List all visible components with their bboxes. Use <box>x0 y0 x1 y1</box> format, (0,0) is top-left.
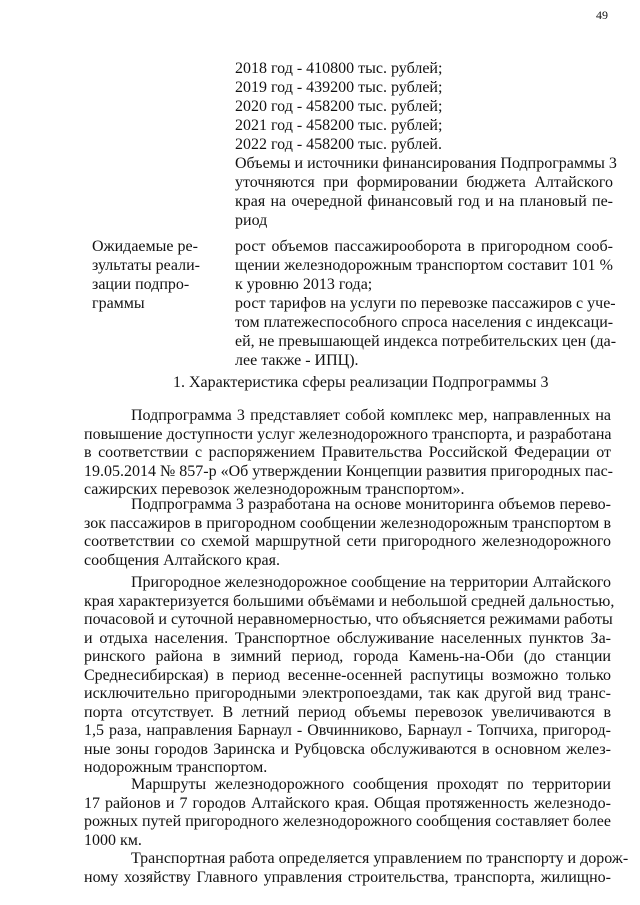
funding-note-line: края на очередной финансовый год и на плановый пе- <box>235 193 613 210</box>
funding-line: 2018 год - 410800 тыс. рублей; <box>235 60 443 77</box>
paragraph-line: рожных путей пригородного железнодорожного сообщения составляет более <box>84 813 611 830</box>
results-text-line: к уровню 2013 года; <box>235 276 373 293</box>
results-text-line: том платежеспособного спроса населения с индексаци- <box>235 314 614 331</box>
results-text-line: щении железнодорожным транспортом составит 101 % <box>235 257 613 274</box>
funding-line: 2021 год - 458200 тыс. рублей; <box>235 117 443 134</box>
results-label-line: зультаты реали- <box>92 257 200 274</box>
funding-note-line: Объемы и источники финансирования Подпрограммы 3 <box>235 155 617 172</box>
paragraph-line: Маршруты железнодорожного сообщения проходят по территории <box>131 776 611 793</box>
paragraph-line: 19.05.2014 № 857-р «Об утверждении Концепции развития пригородных пас- <box>84 462 614 480</box>
results-label-line: Ожидаемые ре- <box>92 238 198 255</box>
paragraph-line: в соответствии с распоряжением Правительства Российской Федерации от <box>84 444 611 461</box>
funding-line: 2020 год - 458200 тыс. рублей; <box>235 98 443 115</box>
results-text-line: рост объемов пассажирооборота в пригородном сооб- <box>235 238 613 255</box>
paragraph-line: Пригородное железнодорожное сообщение на территории Алтайского <box>131 574 611 591</box>
paragraph-line: Среднесибирская) в период весенне-осенней распутицы возможно только <box>84 666 611 684</box>
results-text-line: рост тарифов на услуги по перевозке пассажиров с уче- <box>235 295 616 312</box>
paragraph-line: Подпрограмма 3 разработана на основе мониторинга объемов перево- <box>131 496 611 513</box>
paragraph-line: зок пассажиров в пригородном сообщении железнодорожным транспортом в <box>84 514 611 532</box>
paragraph-line: сажирских перевозок железнодорожным транспортом». <box>84 481 465 498</box>
paragraph-line: ринского района в зимний период, города Камень-на-Оби (до станции <box>84 648 611 665</box>
results-label-line: зации подпро- <box>92 276 190 293</box>
funding-line: 2022 год - 458200 тыс. рублей. <box>235 136 442 153</box>
paragraph-line: исключительно пригородными электропоездами, так как другой вид транс- <box>84 685 611 702</box>
results-text-line: ей, не превышающей индекса потребительских цен (да- <box>235 333 617 350</box>
paragraph-line: ному хозяйству Главного управления строительства, транспорта, жилищно- <box>84 868 611 886</box>
section-heading: 1. Характеристика сферы реализации Подпрограммы 3 <box>173 374 549 391</box>
paragraph-line: Подпрограмма 3 представляет собой комплекс мер, направленных на <box>131 407 611 424</box>
paragraph-line: ные зоны городов Заринска и Рубцовска обслуживаются в основном желез- <box>84 740 611 758</box>
paragraph-line: 17 районов и 7 городов Алтайского края. Общая протяженность железнодо- <box>84 794 611 812</box>
funding-note-line: уточняются при формировании бюджета Алтайского <box>235 174 613 191</box>
paragraph-line: и отдыха населения. Транспортное обслуживание населенных пунктов За- <box>84 629 611 647</box>
funding-note-line: риод <box>235 212 268 229</box>
paragraph-line: почасовой и суточной неравномерностью, что объясняется режимами работы <box>84 611 613 628</box>
paragraph-line: повышение доступности услуг железнодорожного транспорта, и разработана <box>84 425 612 443</box>
page-number: 49 <box>596 8 608 22</box>
paragraph-line: сообщения Алтайского края. <box>84 551 280 569</box>
paragraph-line: Транспортная работа определяется управлением по транспорту и дорож- <box>131 850 629 867</box>
funding-line: 2019 год - 439200 тыс. рублей; <box>235 79 443 96</box>
paragraph-line: 1000 км. <box>84 831 142 849</box>
paragraph-line: соответствии со схемой маршрутной сети пригородного железнодорожного <box>84 533 611 550</box>
results-label-line: граммы <box>92 295 145 312</box>
paragraph-line: края характеризуется большими объёмами и небольшой средней дальностью, <box>84 592 615 610</box>
paragraph-line: порта отсутствует. В летний период объемы перевозок увеличиваются в <box>84 703 611 721</box>
paragraph-line: нодорожным транспортом. <box>84 759 268 776</box>
paragraph-line: 1,5 раза, направления Барнаул - Овчинниково, Барнаул - Топчиха, пригород- <box>84 722 611 739</box>
results-text-line: лее также - ИПЦ). <box>235 352 359 369</box>
